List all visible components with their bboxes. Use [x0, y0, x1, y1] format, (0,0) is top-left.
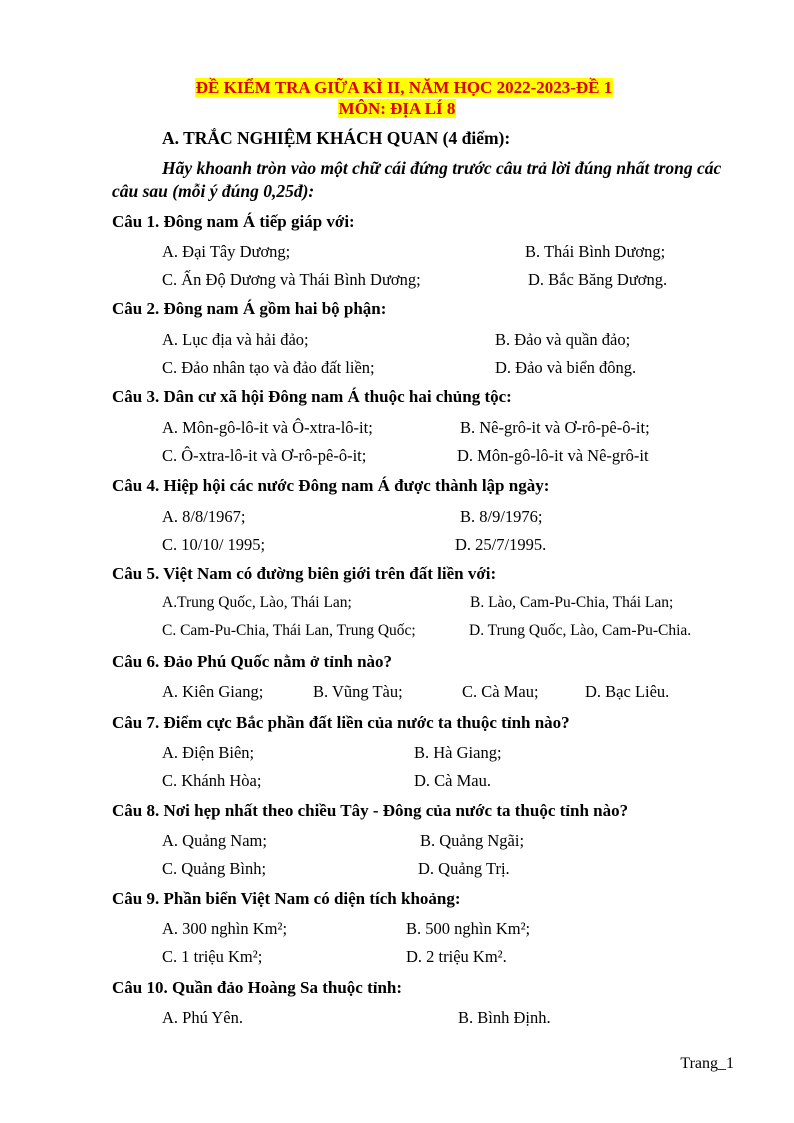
- question-7-option-d[interactable]: D. Cà Mau.: [414, 771, 491, 790]
- question-5: Câu 5. Việt Nam có đường biên giới trên đất liền với:: [112, 564, 497, 583]
- question-3-option-d[interactable]: D. Môn-gô-lô-it và Nê-grô-it: [457, 446, 649, 465]
- question-6-option-c[interactable]: C. Cà Mau;: [462, 682, 539, 701]
- question-5-option-b[interactable]: B. Lào, Cam-Pu-Chia, Thái Lan;: [470, 594, 674, 611]
- question-1-option-d[interactable]: D. Bắc Băng Dương.: [528, 270, 668, 289]
- question-4-option-d[interactable]: D. 25/7/1995.: [455, 535, 547, 554]
- question-4-option-b[interactable]: B. 8/9/1976;: [460, 507, 543, 526]
- question-9-option-b[interactable]: B. 500 nghìn Km²;: [406, 919, 531, 938]
- question-3: Câu 3. Dân cư xã hội Đông nam Á thuộc hai chủng tộc:: [112, 387, 512, 406]
- question-1: Câu 1. Đông nam Á tiếp giáp với:: [112, 212, 355, 231]
- question-5-option-c[interactable]: C. Cam-Pu-Chia, Thái Lan, Trung Quốc;: [162, 622, 416, 639]
- question-9-option-c[interactable]: C. 1 triệu Km²;: [162, 947, 263, 966]
- question-7-option-b[interactable]: B. Hà Giang;: [414, 743, 502, 762]
- question-3-option-a[interactable]: A. Môn-gô-lô-it và Ô-xtra-lô-it;: [162, 418, 373, 437]
- question-2: Câu 2. Đông nam Á gồm hai bộ phận:: [112, 299, 387, 318]
- exam-subject-text: MÔN: ĐỊA LÍ 8: [338, 99, 456, 118]
- exam-subject: [0, 99, 794, 119]
- exam-title-text: ĐỀ KIỂM TRA GIỮA KÌ II, NĂM HỌC 2022-2023-ĐỀ 1: [195, 78, 613, 97]
- question-3-option-b[interactable]: B. Nê-grô-it và Ơ-rô-pê-ô-it;: [460, 418, 650, 437]
- question-10-option-b[interactable]: B. Bình Định.: [458, 1008, 551, 1027]
- question-8-option-d[interactable]: D. Quảng Trị.: [418, 859, 510, 878]
- question-1-option-c[interactable]: C. Ấn Độ Dương và Thái Bình Dương;: [162, 270, 421, 289]
- question-4: Câu 4. Hiệp hội các nước Đông nam Á được thành lập ngày:: [112, 476, 550, 495]
- question-10: Câu 10. Quần đảo Hoàng Sa thuộc tỉnh:: [112, 978, 403, 997]
- question-7: Câu 7. Điểm cực Bắc phần đất liền của nước ta thuộc tỉnh nào?: [112, 713, 570, 732]
- question-8-option-a[interactable]: A. Quảng Nam;: [162, 831, 267, 850]
- question-5-option-d[interactable]: D. Trung Quốc, Lào, Cam-Pu-Chia.: [469, 622, 692, 639]
- question-2-option-a[interactable]: A. Lục địa và hải đảo;: [162, 330, 309, 349]
- question-5-option-a[interactable]: A.Trung Quốc, Lào, Thái Lan;: [162, 594, 352, 611]
- question-1-option-a[interactable]: A. Đại Tây Dương;: [162, 242, 291, 261]
- question-6-option-a[interactable]: A. Kiên Giang;: [162, 682, 264, 701]
- question-4-option-a[interactable]: A. 8/8/1967;: [162, 507, 246, 526]
- exam-title: [14, 78, 794, 98]
- question-8-option-b[interactable]: B. Quảng Ngãi;: [420, 831, 525, 850]
- question-9-option-a[interactable]: A. 300 nghìn Km²;: [162, 919, 288, 938]
- question-3-option-c[interactable]: C. Ô-xtra-lô-it và Ơ-rô-pê-ô-it;: [162, 446, 367, 465]
- page-number: Trang_1: [680, 1055, 734, 1072]
- question-7-option-c[interactable]: C. Khánh Hòa;: [162, 771, 262, 790]
- question-2-option-c[interactable]: C. Đảo nhân tạo và đảo đất liền;: [162, 358, 375, 377]
- question-9-option-d[interactable]: D. 2 triệu Km².: [406, 947, 507, 966]
- question-6-option-d[interactable]: D. Bạc Liêu.: [585, 682, 670, 701]
- question-2-option-b[interactable]: B. Đảo và quần đảo;: [495, 330, 631, 349]
- section-instruction: Hãy khoanh tròn vào một chữ cái đứng trước câu trả lời đúng nhất trong các câu sau (mỗi ý đúng 0,25đ):: [112, 158, 722, 201]
- question-1-option-b[interactable]: B. Thái Bình Dương;: [525, 242, 666, 261]
- question-2-option-d[interactable]: D. Đảo và biển đông.: [495, 358, 637, 377]
- question-8-option-c[interactable]: C. Quảng Bình;: [162, 859, 267, 878]
- section-title: A. TRẮC NGHIỆM KHÁCH QUAN (4 điểm):: [162, 128, 511, 148]
- question-8: Câu 8. Nơi hẹp nhất theo chiều Tây - Đông của nước ta thuộc tỉnh nào?: [112, 801, 629, 820]
- question-6: Câu 6. Đảo Phú Quốc nằm ở tỉnh nào?: [112, 652, 393, 671]
- question-10-option-a[interactable]: A. Phú Yên.: [162, 1008, 243, 1027]
- question-9: Câu 9. Phần biển Việt Nam có diện tích khoảng:: [112, 889, 461, 908]
- question-6-option-b[interactable]: B. Vũng Tàu;: [313, 682, 403, 701]
- question-4-option-c[interactable]: C. 10/10/ 1995;: [162, 535, 266, 554]
- question-7-option-a[interactable]: A. Điện Biên;: [162, 743, 255, 762]
